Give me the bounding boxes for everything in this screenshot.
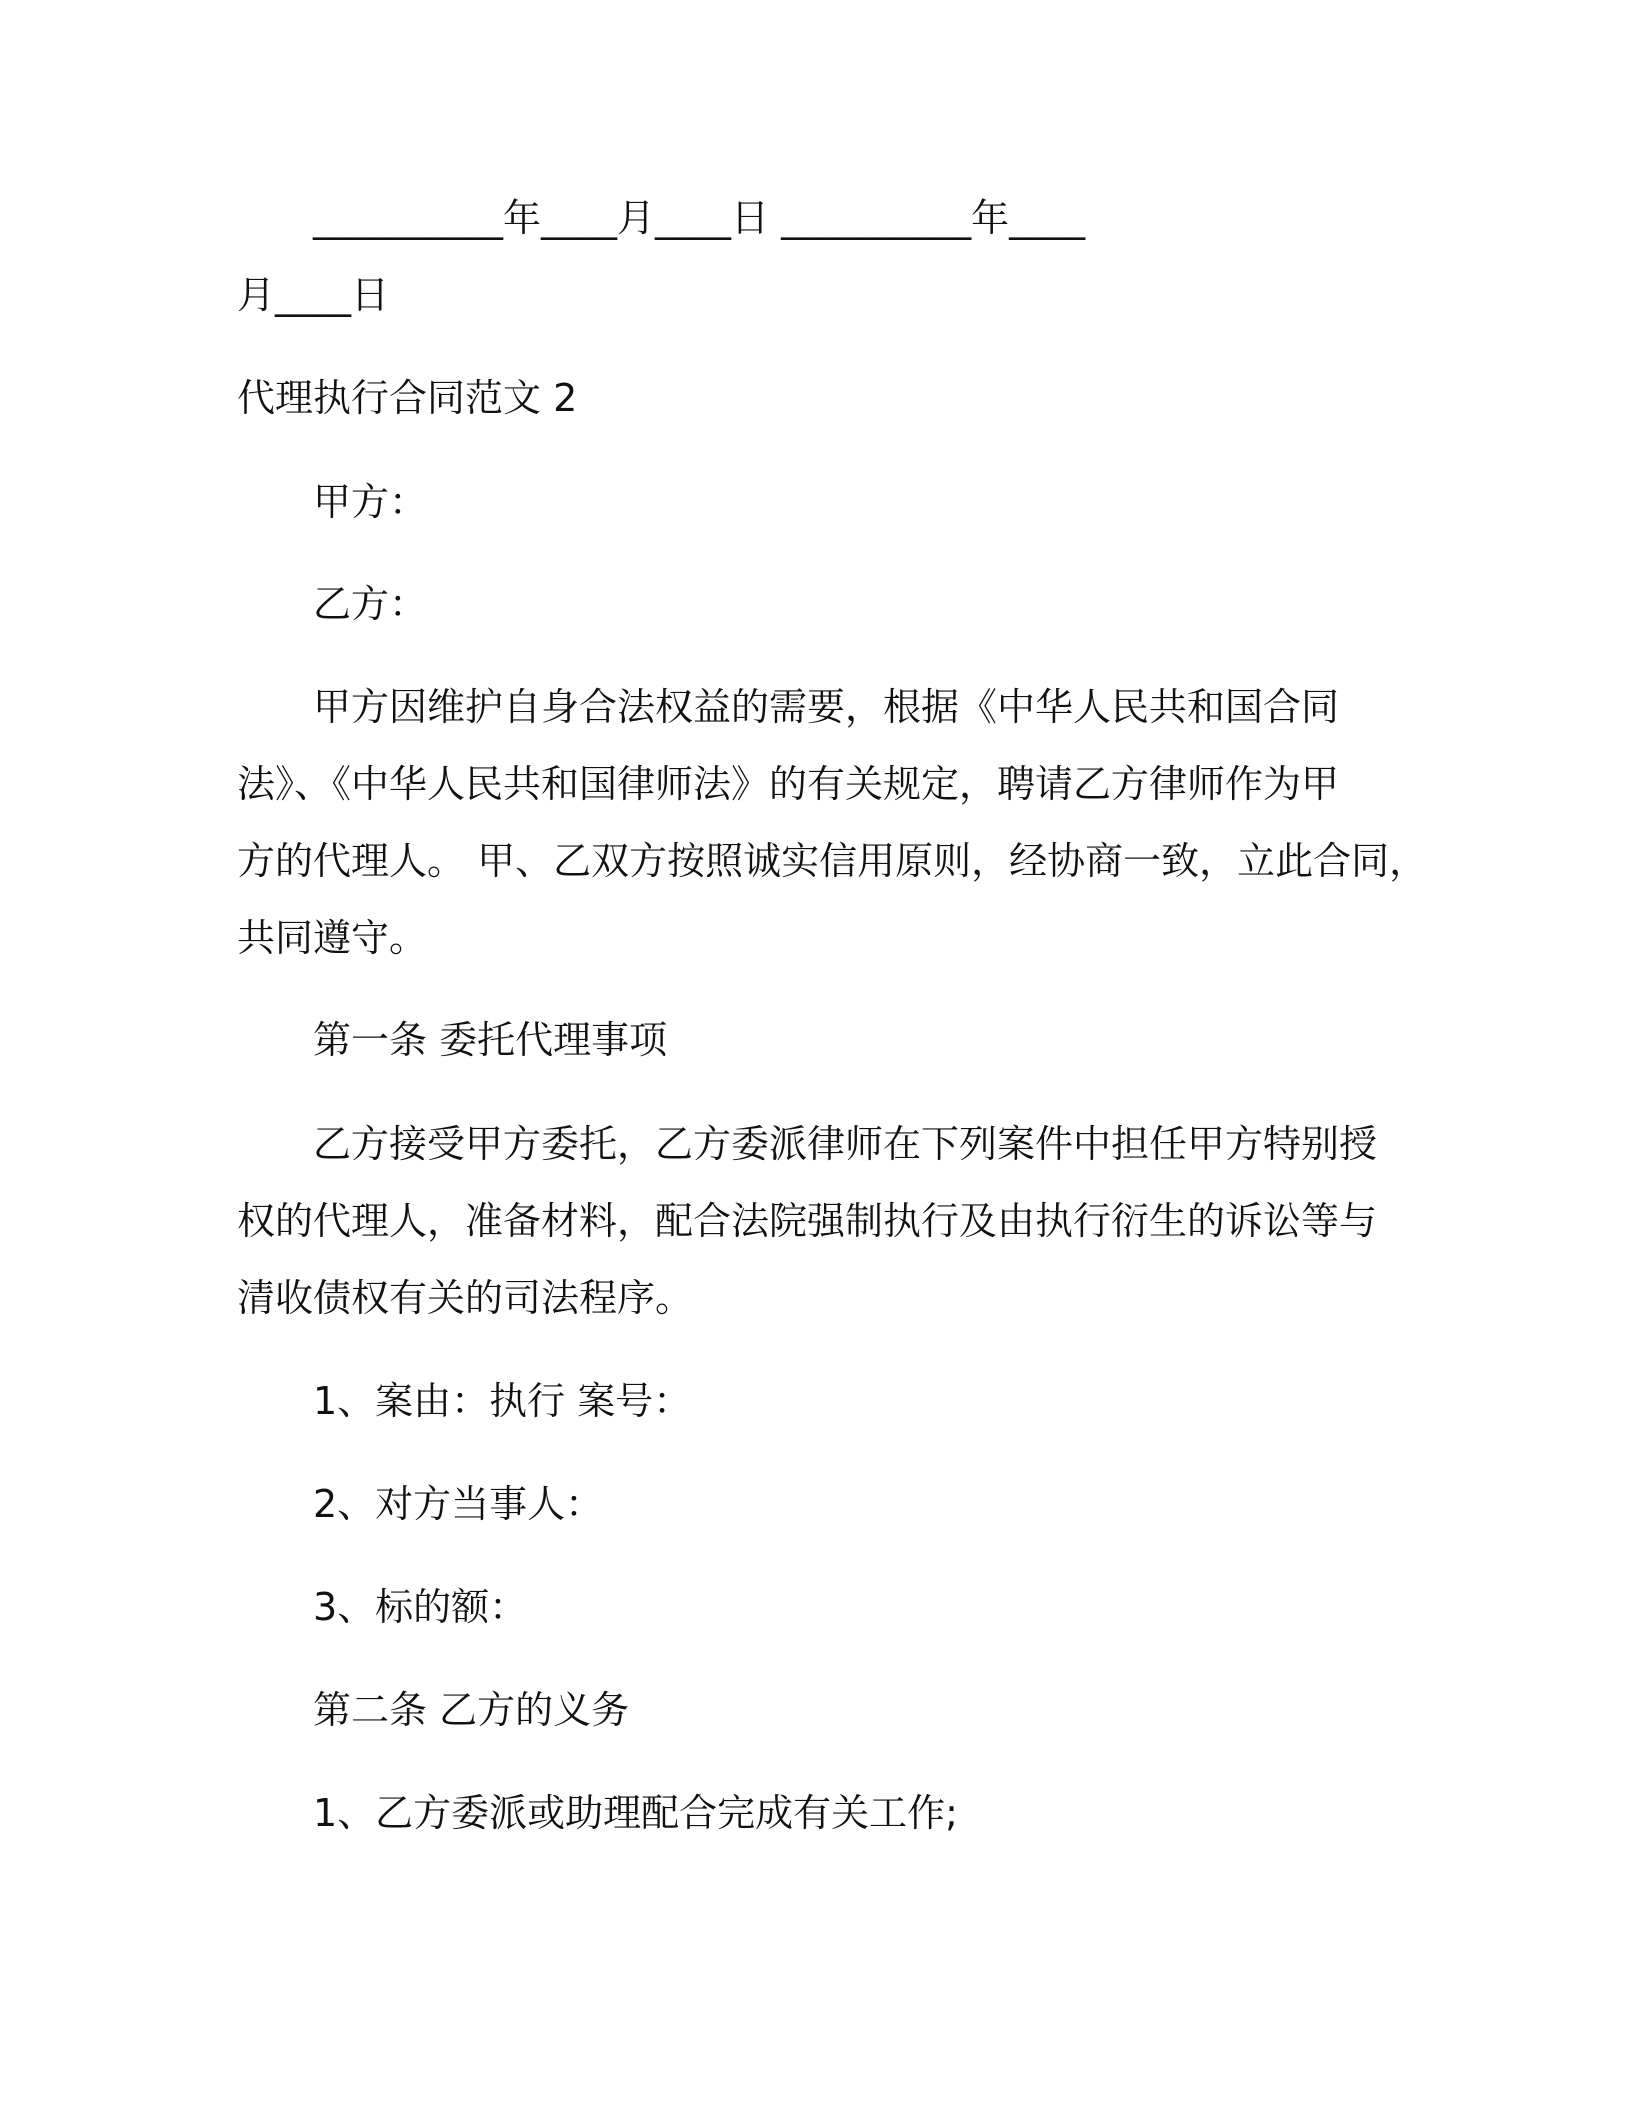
intro-line: 甲方因维护自身合法权益的需要，根据《中华人民共和国合同 [313,685,1340,729]
date-line-continued: 月____日 [237,273,390,317]
article-1-text-line: 权的代理人，准备材料，配合法院强制执行及由执行衍生的诉讼等与 [237,1199,1378,1243]
party-a-label: 甲方： [313,480,428,524]
article-1-item: 2、对方当事人： [313,1482,604,1526]
article-1-text-line: 清收债权有关的司法程序。 [237,1276,694,1320]
article-1-heading: 第一条 委托代理事项 [313,1018,668,1062]
article-2-item: 1、乙方委派或助理配合完成有关工作; [313,1791,958,1835]
document-title: 代理执行合同范文 2 [237,376,578,420]
article-2-heading: 第二条 乙方的义务 [313,1688,630,1732]
article-1-item: 3、标的额： [313,1585,528,1629]
intro-line: 法》、《中华人民共和国律师法》的有关规定，聘请乙方律师作为甲 [237,762,1340,806]
date-line: __________年____月____日 __________年____ [313,196,1086,240]
party-b-label: 乙方： [313,582,428,626]
intro-line: 方的代理人。 甲、乙双方按照诚实信用原则，经协商一致，立此合同， [237,839,1428,883]
intro-line: 共同遵守。 [237,916,428,960]
article-1-item: 1、案由：执行 案号： [313,1379,692,1423]
article-1-text-line: 乙方接受甲方委托，乙方委派律师在下列案件中担任甲方特别授 [313,1122,1378,1166]
